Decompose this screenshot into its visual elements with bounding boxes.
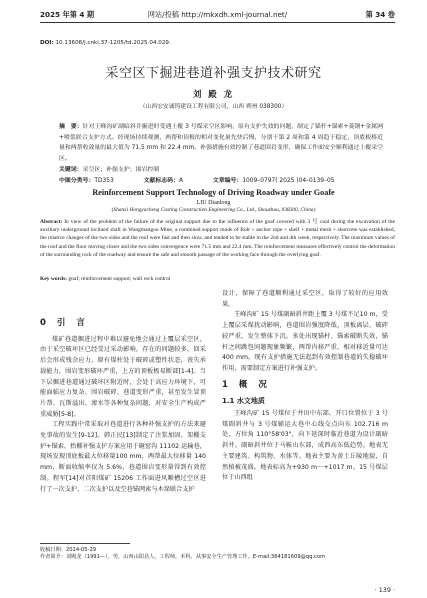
author-affiliation-en: (Shanxi Hongyacheng Casting Construction Engineering Co., Ltd., Shouzhou, 038300, China) <box>111 207 316 213</box>
body-column-right <box>222 289 388 484</box>
section-heading-overview: 1 概 况 <box>222 379 271 390</box>
footnote-divider <box>40 543 130 544</box>
body-paragraph: 王峰沟矿 15 号煤副暗斜井距上覆 3 号煤不足10 m，受上覆层采煤扰动影响，巷道围岩强度降低，顶板离层、破碎较严重，发生整体下沉。多处出现锚杆、锚索破断失效，锚杆之间跳包问题现象频繁，两帮内移严重，相对移近量可达400 mm。现有支护措施无法起到有效控制巷道的失稳破坏作用，需要制定方案进行补强支护。 <box>222 311 388 372</box>
subsection-heading-hydrogeology: 1.1 水文地质 <box>222 397 265 406</box>
keywords-en-text: goaf; reinforcement support; wall rock control <box>67 276 171 282</box>
body-paragraph: 王峰沟矿 15 号煤位于井田中东部，开口位置位于 3 号煤副斜井与 3 号煤辅运大巷中心线交点向东 102.716 m 处，方位角 110°58'03"，向下延深时临近巷道为设计副暗斜井。副暗斜井位于马鞍山东部，成西高东低趋势。地表无主要建筑、构筑物、水体等。地表主要为黄土丘陵地貌，自然植被茂盛。地表标高为+930 m～+1017 m。15 号煤层位于山西组 <box>222 410 388 482</box>
body-column-left <box>40 318 206 495</box>
doc-code-label: 文献标志码： <box>143 178 179 184</box>
section-heading-intro: 0 引 言 <box>40 318 89 328</box>
author-name: 刘 殿 龙 <box>193 89 234 99</box>
paper-title: 采空区下掘进巷道补强支护技术研究 <box>105 66 322 81</box>
running-header <box>40 10 395 22</box>
author-name-en: LIU Dianlong <box>196 200 231 206</box>
body-paragraph: 煤矿巷道掘进过程中难以避免地会通过上覆层采空区，由于采空破坏区已经受过采动影响，存在的问题较多，回采后会形成残余应力，原有煤柱处于破碎或塑性状态，丧失承载能力，围岩变形破坏严重，上方的顶板极易断部[1-4]。当下层掘进巷道通过破坏区附近时，会处于高应力环境下，可能面临应力复杂、围岩破碎、巷道变形严重，甚至发生冒顶片帮、瓦斯溢出、渗水等各种复杂问题，对安全生产构成严重威胁[5-8]。 <box>40 335 206 418</box>
body-paragraph: 工程实践中常采取对巷道进行各种补强支护的方法来避免事故的发生[9-12]。韩正民[13]制定了注浆加固、架棚支护+锚索、抬棚补强支护方案应用于砸窑沟 11102 运输巷，现场发现顶底板最大位移量100 mm，两帮最大位移量 140 mm，断面收缩率仅为 5.6%，巷道围岩变形量得到有效控制。程军[14]对首阳煤矿 15206 工作面进风顺槽过空区进行了一次支护、二次支护以及空巷锚网索与木垛联合支护 <box>40 421 206 493</box>
doi-label: DOI: <box>40 40 54 46</box>
abstract-cn-text: 针对王峰沟矿副暗斜井掘进时受遇上覆 3 号煤采空区影响，原有支护失效的问题，制定了锚杆+锚索+菱钢+金属网+喷浆联合支护方式。经现场持续观测，两帮和顶板的相对变化量先快后慢，分别于第 2 周和第 4 周趋于稳定，顶底板移近量和两帮收敛量的最大值为 71.5 mm 和 22.4 mm。补强措施有效控制了巷道围岩变形，确保工作面安全顺利通过上覆采空区。 <box>59 124 383 162</box>
doi-line <box>40 40 171 46</box>
author-bio: 作者简介：刘殿龙（1991—），男，山西山阳县人，工程师，本科，从事安全生产管理工作。E-mail:364181609@qq.com <box>40 554 326 561</box>
clc-label: 中图分类号： <box>59 178 95 184</box>
keywords-cn-label: 关键词： <box>59 167 83 173</box>
clc-value: TD353 <box>94 178 114 184</box>
journal-website[interactable]: 网站/投稿 http://mkxdh.xml-journal.net/ <box>147 10 288 19</box>
article-id-label: 文章编号： <box>212 178 243 184</box>
abstract-en-label: Abstract: <box>40 219 63 225</box>
author-affiliation: （山西宏安诚铸建设工程有限公司，山西 朔州 038300） <box>139 104 288 110</box>
issue-left: 2025 年第 4 期 <box>40 10 95 19</box>
doc-code-value: A <box>178 178 183 184</box>
abstract-cn-label: 摘 要： <box>59 124 83 130</box>
paper-title-en: Reinforcement Support Technology of Driving Roadway under Goafe <box>92 188 335 197</box>
received-date: 收稿日期：2024-05-29 <box>40 547 97 553</box>
abstract-cn <box>59 122 383 164</box>
issue-right: 第 34 卷 <box>365 10 395 19</box>
page-number: · 139 · <box>374 586 395 594</box>
abstract-en-text: In view of the problem of the failure of the original support due to the influence of the goaf covered with 3 号 coal during the excavation of the auxiliary underground inclined shaft in Wangmangou Mine, a combined support mode of Bolt + anchor rope + shelf + metal mesh + shotcrete was established, the relative changes of the two sides and the roof were fast and then slow, and tended to be stable in the 2nd and 4th week, respectively. The maximum values of the roof and the floor moving closer and the two sides convergence were 71.5 mm and 22.4 mm. The reinforcement measures effectively control the deformation of the surrounding rock of the roadway and ensure the safe and smooth passage of the working face through the overlying goaf. <box>40 219 395 258</box>
keywords-cn <box>59 164 383 173</box>
keywords-en <box>40 276 170 282</box>
abstract-en <box>40 218 395 259</box>
article-id-value: 1009–0797( 2025 )04–0139–05 <box>242 178 335 184</box>
footnotes <box>40 547 395 562</box>
classification-row <box>59 175 389 184</box>
header-rule <box>40 22 395 23</box>
keywords-en-label: Key words: <box>40 276 68 282</box>
body-paragraph: 设计，保障了巷道顺利通过采空区，取得了较好的应用效果。 <box>222 290 388 308</box>
doi-value[interactable]: 10.13606/j.cnki.37-1205/td.2025.04.029. <box>55 40 171 46</box>
keywords-cn-text: 采空区；补强支护；围岩控制 <box>82 167 160 173</box>
